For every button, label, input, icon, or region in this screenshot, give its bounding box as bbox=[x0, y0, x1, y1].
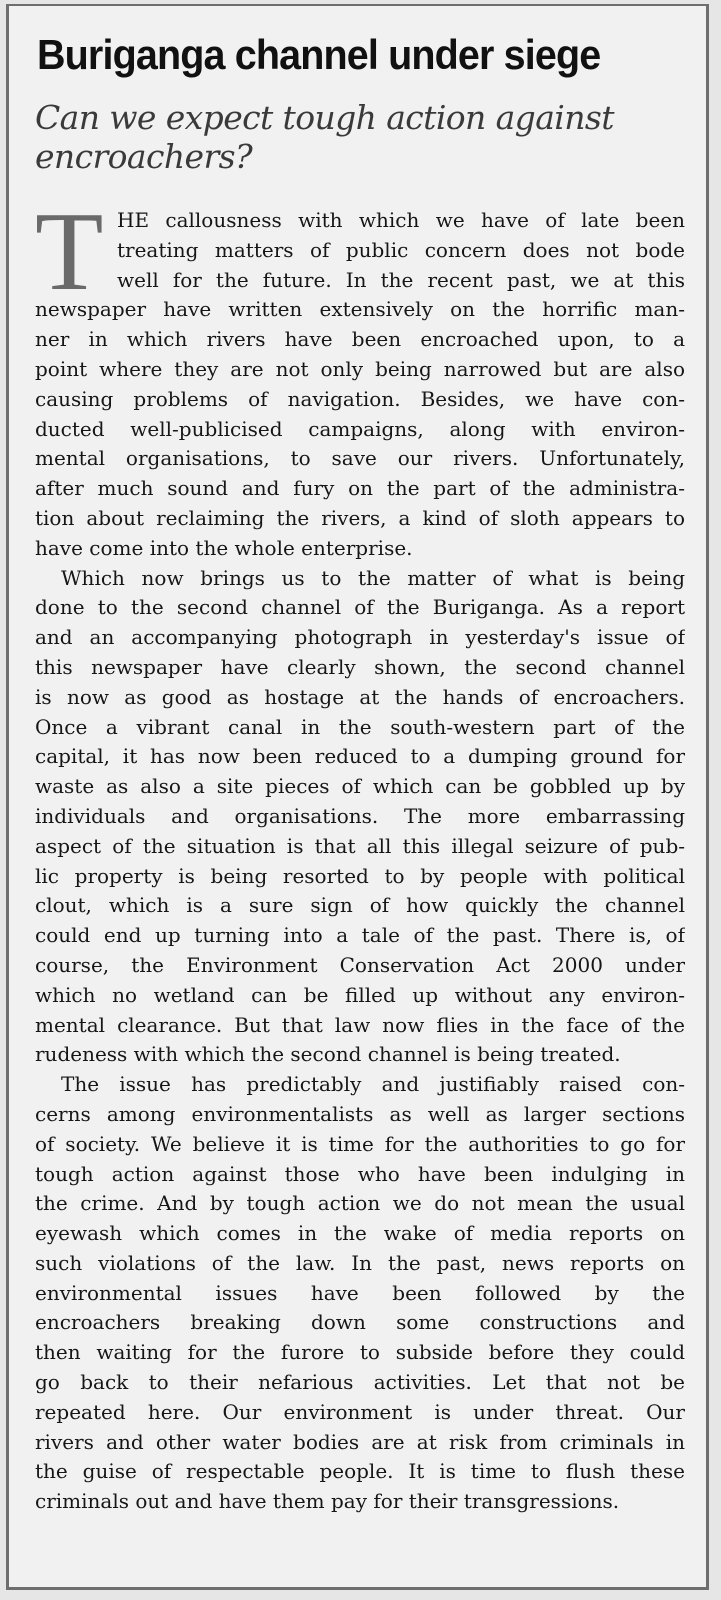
body-line: repeated here. Our environment is under threat. Our bbox=[35, 1399, 685, 1424]
article-body bbox=[35, 190, 685, 1517]
body-line: such violations of the law. In the past, news reports on bbox=[35, 1250, 685, 1275]
body-line: rivers and other water bodies are at risk from criminals in bbox=[35, 1429, 685, 1454]
body-line: point where they are not only being narrowed but are also bbox=[35, 356, 685, 381]
body-line: the guise of respectable people. It is time to flush these bbox=[35, 1459, 685, 1484]
body-line: course, the Environment Conservation Act 2000 under bbox=[35, 952, 685, 977]
body-line: cerns among environmentalists as well as larger sections bbox=[35, 1101, 685, 1126]
body-line: aspect of the situation is that all this illegal seizure of pub- bbox=[35, 833, 685, 858]
body-line: and an accompanying photograph in yesterday's issue of bbox=[35, 625, 685, 650]
body-line: tion about reclaiming the rivers, a kind of sloth appears to bbox=[35, 505, 685, 530]
body-line: ner in which rivers have been encroached upon, to a bbox=[35, 327, 685, 352]
subheadline: Can we expect tough action against encroachers? bbox=[35, 98, 614, 176]
body-line: waste as also a site pieces of which can be gobbled up by bbox=[35, 774, 685, 799]
body-line: after much sound and fury on the part of the administra- bbox=[35, 476, 685, 501]
body-line: then waiting for the furore to subside before they could bbox=[35, 1340, 685, 1365]
body-line: done to the second channel of the Buriganga. As a report bbox=[35, 595, 685, 620]
body-line: lic property is being resorted to by people with political bbox=[35, 863, 685, 888]
body-line: go back to their nefarious activities. Let that not be bbox=[35, 1370, 685, 1395]
body-line: of society. We believe it is time for the authorities to go for bbox=[35, 1131, 685, 1156]
body-line: clout, which is a sure sign of how quickly the channel bbox=[35, 893, 685, 918]
body-line: could end up turning into a tale of the past. There is, of bbox=[35, 923, 685, 948]
body-line: individuals and organisations. The more embarrassing bbox=[35, 803, 685, 828]
body-line: mental clearance. But that law now flies in the face of the bbox=[35, 1012, 685, 1037]
body-line: causing problems of navigation. Besides, we have con- bbox=[35, 386, 685, 411]
body-line: criminals out and have them pay for their transgressions. bbox=[35, 1489, 620, 1514]
body-line: ducted well-publicised campaigns, along with environ- bbox=[35, 416, 685, 441]
drop-cap: T bbox=[35, 190, 104, 314]
body-line: mental organisations, to save our rivers. Unfortunately, bbox=[35, 446, 685, 471]
body-line: tough action against those who have been indulging in bbox=[35, 1161, 685, 1186]
body-line: Which now brings us to the matter of what is being bbox=[61, 565, 685, 590]
headline: Buriganga channel under siege bbox=[37, 31, 601, 78]
body-line: The issue has predictably and justifiably raised con- bbox=[61, 1072, 685, 1097]
body-line: this newspaper have clearly shown, the second channel bbox=[35, 654, 685, 679]
body-line: well for the future. In the recent past, we at this bbox=[117, 267, 685, 292]
body-line: which no wetland can be filled up without any environ- bbox=[35, 982, 685, 1007]
body-line: capital, it has now been reduced to a dumping ground for bbox=[35, 744, 685, 769]
body-line: environmental issues have been followed by the bbox=[35, 1280, 685, 1305]
body-line: rudeness with which the second channel is being treated. bbox=[35, 1042, 621, 1067]
body-line: encroachers breaking down some constructions and bbox=[35, 1310, 685, 1335]
body-line: Once a vibrant canal in the south-western part of the bbox=[35, 714, 685, 739]
body-line: HE callousness with which we have of late been bbox=[117, 208, 685, 232]
editorial-article bbox=[6, 4, 709, 1590]
body-line: the crime. And by tough action we do not mean the usual bbox=[35, 1191, 685, 1216]
body-line: have come into the whole enterprise. bbox=[35, 535, 413, 560]
body-line: eyewash which comes in the wake of media reports on bbox=[35, 1221, 685, 1246]
body-line: is now as good as hostage at the hands of encroachers. bbox=[35, 684, 685, 709]
body-line: treating matters of public concern does not bode bbox=[117, 237, 685, 262]
body-line: newspaper have written extensively on the horrific man- bbox=[35, 297, 685, 322]
